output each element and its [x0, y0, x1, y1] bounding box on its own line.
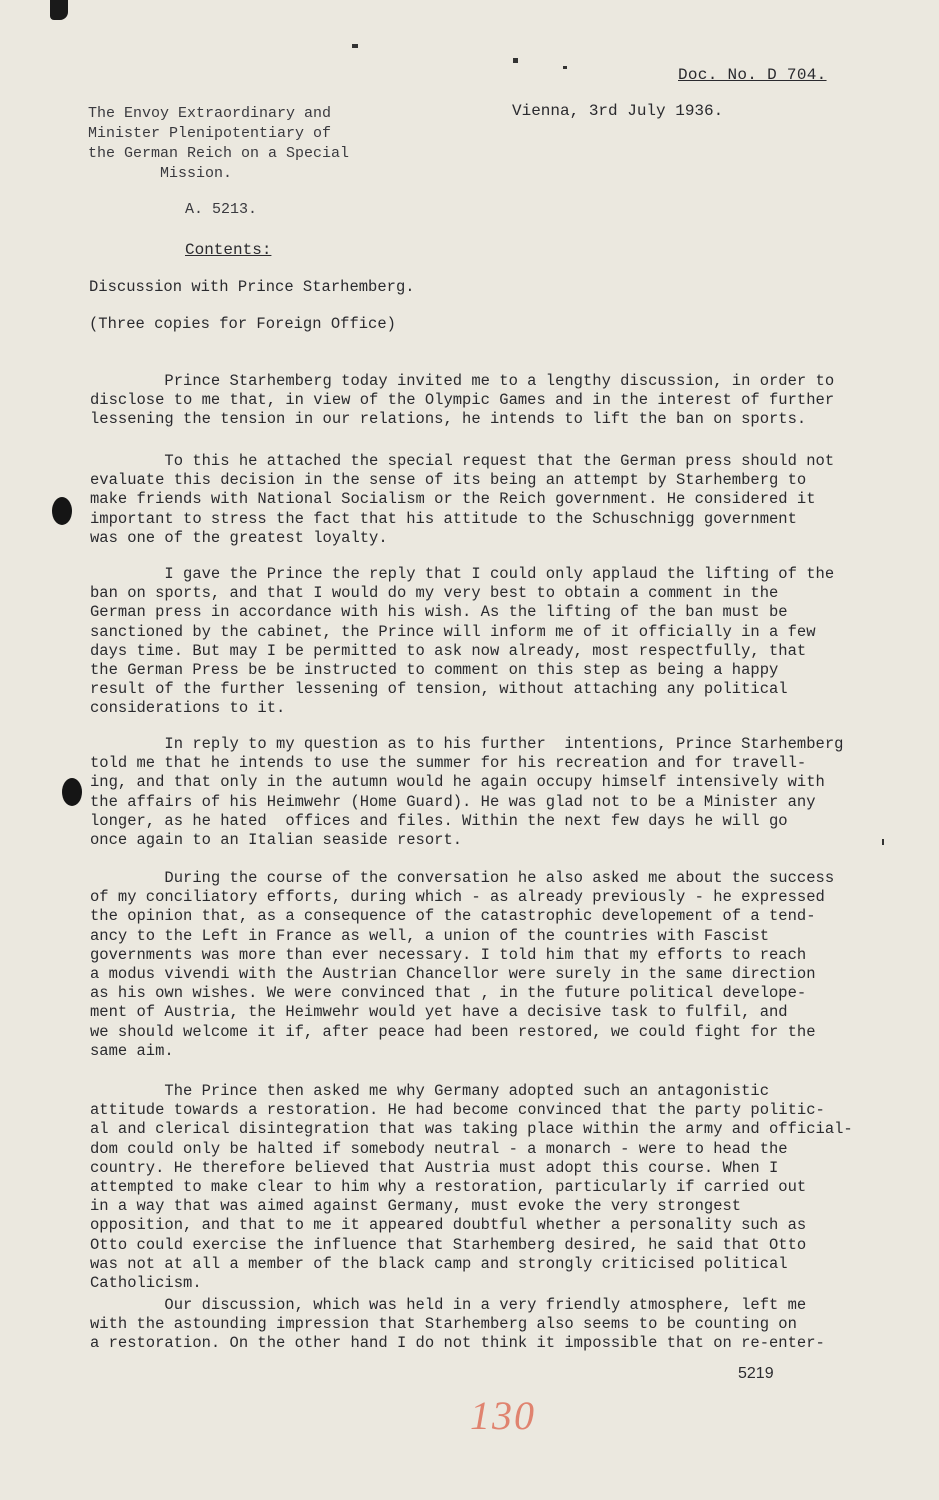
- sender-block: The Envoy Extraordinary and Minister Plenipotentiary of the German Reich on a Special Mission.: [88, 105, 350, 182]
- reference-number: A. 5213.: [185, 201, 258, 218]
- ink-speck: [563, 66, 567, 69]
- copies-note: (Three copies for Foreign Office): [89, 315, 396, 333]
- ink-speck: [352, 44, 358, 48]
- ink-speck: [882, 839, 884, 845]
- body-paragraph: Our discussion, which was held in a very friendly atmosphere, left me with the astounding impression that Starhemberg also seems to be counting on a restoration. On the other hand I do not think it impossible that on re-enter-: [90, 1296, 825, 1353]
- body-paragraph: During the course of the conversation he also asked me about the success of my conciliatory efforts, during which - as already previously - he expressed the opinion that, as a consequence of the catastrophic developement of a tend- ancy to the Left in France as well, a union of the countries with Fascist governments was more than ever necessary. I told him that my efforts to reach a modus vivendi with the Austrian Chancellor were surely in the same direction as his own wishes. We were convinced that , in the future political develope- ment of Austria, the Heimwehr would yet have a decisive task to fulfil, and we should welcome it if, after peace had been restored, we could fight for the same aim.: [90, 869, 835, 1060]
- punch-hole: [62, 778, 82, 806]
- subject-line: Discussion with Prince Starhemberg.: [89, 278, 415, 296]
- body-paragraph: In reply to my question as to his further intentions, Prince Starhemberg told me that he intends to use the summer for his recreation and for travell- ing, and that only in the autumn would he again occupy himself intensively with the affairs of his Heimwehr (Home Guard). He was glad not to be a Minister any longer, as he hated offices and files. Within the next few days he will go once again to an Italian seaside resort.: [90, 735, 844, 850]
- body-paragraph: The Prince then asked me why Germany adopted such an antagonistic attitude towards a restoration. He had become convinced that the party politic- al and clerical disintegration that was taking place within the army and official- dom could only be halted if somebody neutral - a monarch - were to head the country. He therefore believed that Austria must adopt this course. When I attempted to make clear to him why a restoration, particularly if carried out in a way that was aimed against Germany, must evoke the very strongest opposition, and that to me it appeared doubtful whether a personality such as Otto could exercise the influence that Starhemberg desired, he said that Otto was not at all a member of the black camp and strongly criticised political Catholicism.: [90, 1082, 853, 1293]
- contents-heading: Contents:: [185, 241, 272, 259]
- ink-speck: [513, 58, 518, 63]
- corner-mark: [50, 0, 68, 20]
- body-paragraph: I gave the Prince the reply that I could only applaud the lifting of the ban on sports, and that I would do my very best to obtain a comment in the German press in accordance with his wish. As the lifting of the ban must be sanctioned by the cabinet, the Prince will inform me of it officially in a few days time. But may I be permitted to ask now already, most respectfully, that the German Press be be instructed to comment on this step as being a happy result of the further lessening of tension, without attaching any political considerations to it.: [90, 565, 835, 718]
- folio-number: 5219: [738, 1365, 774, 1382]
- punch-hole: [52, 497, 72, 525]
- body-paragraph: To this he attached the special request that the German press should not evaluate this decision in the sense of its being an attempt by Starhemberg to make friends with National Socialism or the Reich government. He considered it important to stress the fact that his attitude to the Schuschnigg government was one of the greatest loyalty.: [90, 452, 835, 547]
- body-paragraph: Prince Starhemberg today invited me to a lengthy discussion, in order to disclose to me that, in view of the Olympic Games and in the interest of further lessening the tension in our relations, he intends to lift the ban on sports.: [90, 372, 835, 429]
- handwritten-page-number: 130: [470, 1393, 536, 1438]
- document-number: Doc. No. D 704.: [678, 66, 827, 84]
- place-date: Vienna, 3rd July 1936.: [512, 102, 724, 120]
